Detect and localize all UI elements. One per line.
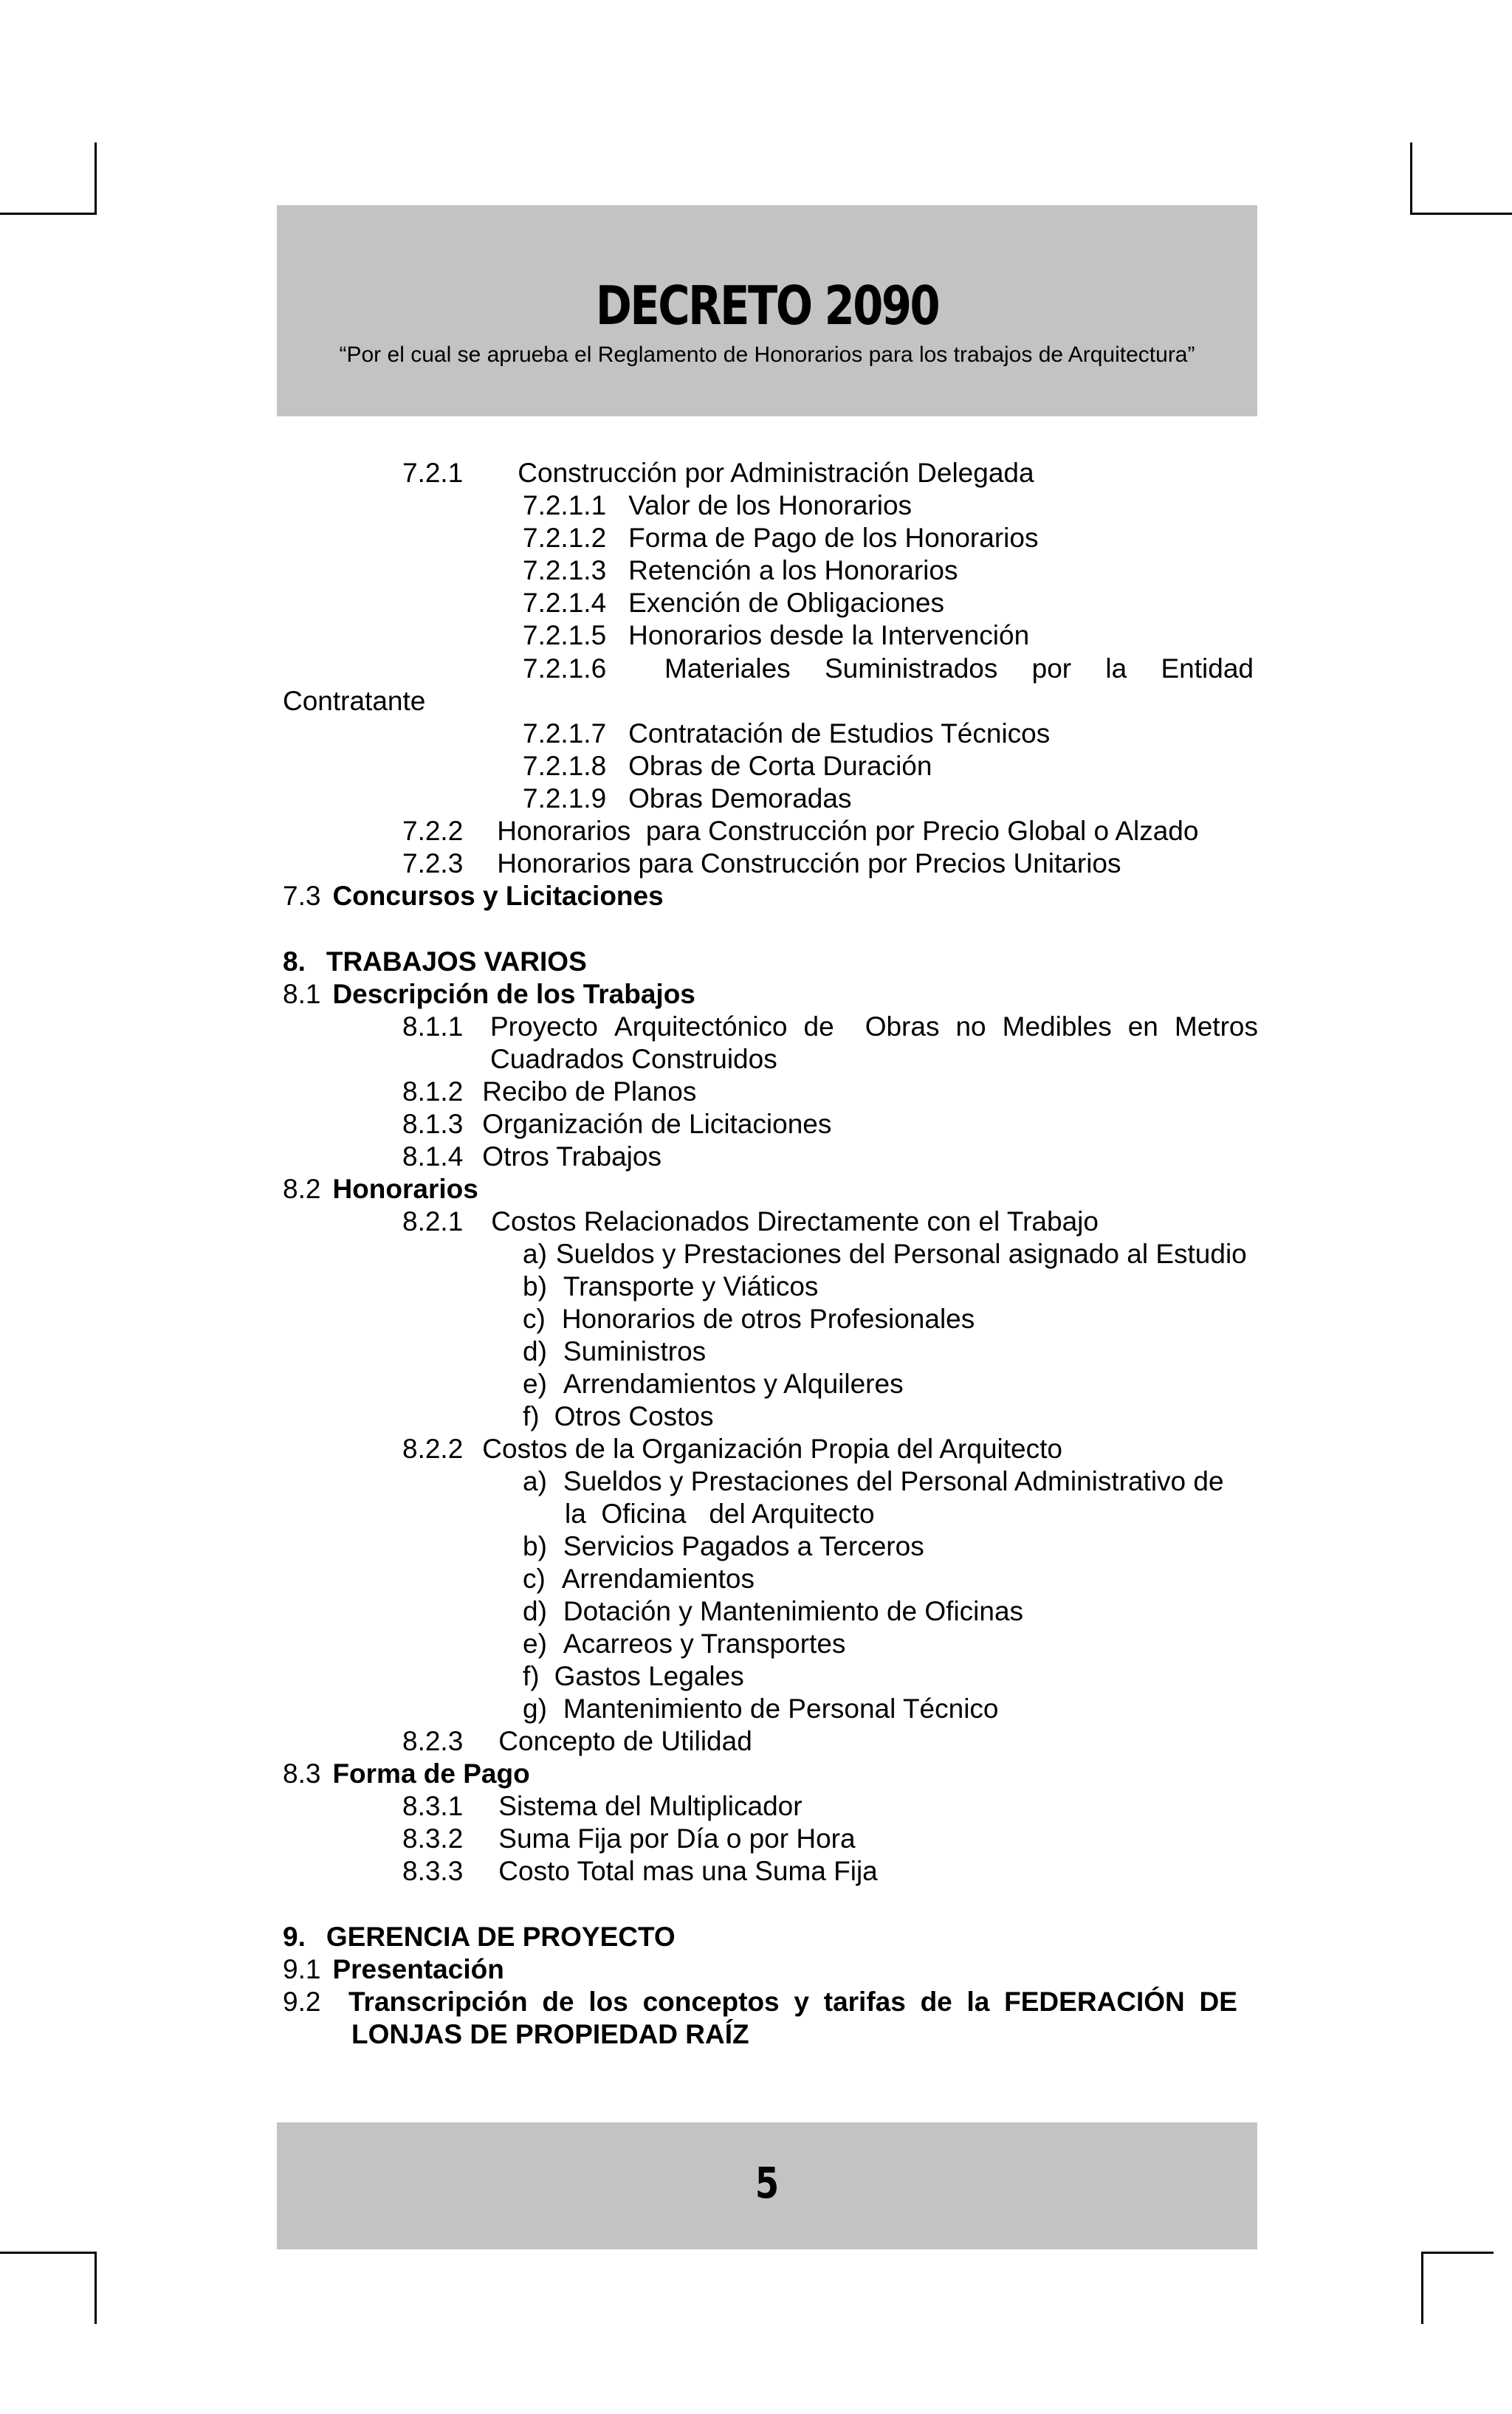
toc-entry-8-2-1-c: [523, 1305, 975, 1332]
toc-number: d): [523, 1596, 547, 1626]
toc-number: 8.3.3: [402, 1856, 464, 1886]
toc-word: Arquitectónico: [614, 1011, 788, 1042]
toc-entry-8-3-1: [402, 1792, 803, 1820]
toc-entry-9-2-continuation: LONJAS DE PROPIEDAD RAÍZ: [351, 2019, 749, 2049]
toc-number: 8.2.3: [402, 1726, 464, 1756]
toc-number: 8.3.2: [402, 1823, 464, 1854]
toc-number: 8.2: [283, 1174, 321, 1204]
toc-entry-8-2-3: [402, 1727, 752, 1755]
toc-text: Sistema del Multiplicador: [498, 1791, 803, 1821]
toc-number: f): [523, 1401, 540, 1431]
toc-entry-7-3: [283, 882, 664, 909]
toc-text: Costos de la Organización Propia del Arquitecto: [482, 1434, 1062, 1464]
toc-number: 8.2.2: [402, 1434, 464, 1464]
toc-text: Presentación: [332, 1954, 504, 1984]
toc-entry-7-2-1-3: [523, 557, 958, 584]
toc-entry-9-2: [348, 1988, 1237, 2015]
toc-word: Medibles: [1002, 1011, 1112, 1042]
toc-word: conceptos: [642, 1987, 780, 2017]
toc-entry-7-2-1-6: [664, 655, 1254, 682]
toc-number: 7.2.1.2: [523, 523, 607, 553]
toc-number: 7.2.3: [402, 848, 464, 878]
toc-text: Dotación y Mantenimiento de Oficinas: [563, 1596, 1024, 1626]
toc-text: Honorarios desde la Intervención: [628, 620, 1030, 650]
toc-word: Materiales: [664, 653, 791, 684]
toc-entry-8-1-4: [402, 1143, 662, 1170]
toc-text: Arrendamientos: [561, 1564, 755, 1594]
toc-number: e): [523, 1629, 547, 1659]
toc-number: 7.2.1: [402, 458, 464, 488]
toc-number: a): [523, 1239, 547, 1269]
toc-entry-8-3-3: [402, 1857, 878, 1885]
toc-entry-8-1-1: [490, 1013, 1258, 1040]
toc-text: Sueldos y Prestaciones del Personal Administrativo de: [563, 1466, 1224, 1496]
toc-entry-7-2-1-9: [523, 785, 851, 812]
toc-word: en: [1127, 1011, 1158, 1042]
crop-mark-top-right-h: [1410, 213, 1512, 215]
toc-text: TRABAJOS VARIOS: [326, 946, 587, 977]
toc-word: de: [803, 1011, 834, 1042]
toc-number: 7.2.1.5: [523, 620, 607, 650]
toc-number: b): [523, 1271, 547, 1301]
toc-word: Obras: [865, 1011, 940, 1042]
toc-entry-8-2-2-b: [523, 1533, 924, 1560]
toc-text: Sueldos y Prestaciones del Personal asignado al Estudio: [555, 1239, 1247, 1269]
toc-text: Forma de Pago: [332, 1758, 530, 1789]
toc-entry-7-2-1-2: [523, 524, 1038, 551]
toc-entry-7-2-1-1: [523, 492, 912, 519]
toc-entry-7-2-1-7: [523, 720, 1050, 747]
toc-entry-8-2-2-f: [523, 1662, 744, 1690]
toc-entry-8-1: [283, 980, 695, 1008]
toc-entry-8-2: [283, 1175, 478, 1203]
toc-word: Entidad: [1161, 653, 1254, 684]
toc-text: GERENCIA DE PROYECTO: [326, 1922, 676, 1952]
toc-text: Honorarios para Construcción por Precios Unitarios: [497, 848, 1121, 878]
toc-word: Proyecto: [490, 1011, 599, 1042]
toc-entry-7-2-2: [402, 817, 1198, 845]
toc-entry-8-2-1: [402, 1208, 1099, 1235]
toc-text: Suma Fija por Día o por Hora: [498, 1823, 856, 1854]
toc-text: Obras de Corta Duración: [628, 751, 932, 781]
toc-word: FEDERACIÓN: [1004, 1987, 1185, 2017]
toc-entry-8-2-2-a-continuation: la Oficina del Arquitecto: [565, 1499, 875, 1529]
toc-number-9-2: 9.2: [283, 1987, 321, 2017]
section-heading-9: [283, 1923, 676, 1950]
toc-text: Arrendamientos y Alquileres: [563, 1369, 904, 1399]
toc-entry-8-1-3: [402, 1110, 831, 1138]
crop-mark-top-left-v: [94, 142, 97, 215]
toc-text: Concepto de Utilidad: [498, 1726, 752, 1756]
toc-entry-8-2-2-e: [523, 1630, 845, 1657]
toc-text: Costo Total mas una Suma Fija: [498, 1856, 878, 1886]
crop-mark-bottom-right-v: [1421, 2252, 1423, 2324]
toc-number: 7.2.1.3: [523, 555, 607, 585]
toc-text: Honorarios: [332, 1174, 478, 1204]
document-subtitle: “Por el cual se aprueba el Reglamento de Honorarios para los trabajos de Arquitectura”: [339, 343, 1195, 367]
toc-word: la: [966, 1987, 990, 2017]
toc-text: Suministros: [563, 1336, 707, 1366]
toc-number: c): [523, 1304, 546, 1334]
toc-word: los: [588, 1987, 628, 2017]
toc-number: 8.1: [283, 979, 321, 1009]
toc-text: Acarreos y Transportes: [563, 1629, 846, 1659]
toc-text: Honorarios de otros Profesionales: [561, 1304, 975, 1334]
page-number: 5: [755, 2158, 780, 2208]
crop-mark-top-left-h: [0, 213, 97, 215]
toc-number: 8.: [283, 946, 306, 977]
toc-text: Construcción por Administración Delegada: [518, 458, 1034, 488]
toc-number: 7.2.1.1: [523, 490, 607, 520]
toc-word: tarifas: [823, 1987, 906, 2017]
toc-number: 8.1.3: [402, 1109, 464, 1139]
toc-number: g): [523, 1693, 547, 1724]
toc-number: 8.2.1: [402, 1206, 464, 1237]
toc-text: Transporte y Viáticos: [563, 1271, 819, 1301]
toc-text: Retención a los Honorarios: [628, 555, 958, 585]
toc-entry-7-2-3: [402, 850, 1121, 877]
toc-word: Suministrados: [824, 653, 998, 684]
toc-text: Mantenimiento de Personal Técnico: [563, 1693, 999, 1724]
toc-number: f): [523, 1661, 540, 1691]
toc-number: e): [523, 1369, 547, 1399]
header-band: [277, 205, 1257, 416]
toc-number: 7.2.2: [402, 816, 464, 846]
toc-text: Forma de Pago de los Honorarios: [628, 523, 1039, 553]
toc-text: Descripción de los Trabajos: [332, 979, 695, 1009]
toc-word: Transcripción: [348, 1987, 528, 2017]
toc-number: 7.2.1.7: [523, 718, 607, 749]
toc-word: Metros: [1174, 1011, 1258, 1042]
toc-number: 7.2.1.8: [523, 751, 607, 781]
crop-mark-bottom-left-h: [0, 2252, 97, 2254]
toc-entry-8-3-2: [402, 1825, 856, 1852]
toc-number: d): [523, 1336, 547, 1366]
toc-entry-8-2-1-f: [523, 1403, 714, 1430]
toc-entry-9-1: [283, 1956, 504, 1983]
toc-number: a): [523, 1466, 547, 1496]
toc-entry-8-2-2-g: [523, 1695, 999, 1722]
toc-word: no: [955, 1011, 986, 1042]
toc-text: Concursos y Licitaciones: [332, 881, 664, 911]
toc-entry-7-2-1-8: [523, 752, 932, 780]
toc-text: Honorarios para Construcción por Precio Global o Alzado: [497, 816, 1199, 846]
toc-entry-7-2-1-5: [523, 622, 1029, 649]
crop-mark-bottom-left-v: [94, 2252, 97, 2324]
toc-number: 7.3: [283, 881, 321, 911]
toc-word: por: [1031, 653, 1072, 684]
toc-entry-8-2-2-c: [523, 1565, 755, 1592]
toc-number: 9.1: [283, 1954, 321, 1984]
toc-entry-7-2-1-4: [523, 589, 944, 616]
toc-number: 9.: [283, 1922, 306, 1952]
toc-number: 7.2.1.9: [523, 783, 607, 814]
section-heading-8: [283, 948, 587, 975]
toc-word: de: [920, 1987, 952, 2017]
toc-text: Gastos Legales: [554, 1661, 744, 1691]
toc-word: de: [542, 1987, 574, 2017]
crop-mark-top-right-v: [1410, 142, 1412, 215]
toc-text: Otros Trabajos: [482, 1141, 662, 1172]
toc-text: Contratación de Estudios Técnicos: [628, 718, 1051, 749]
toc-entry-8-3: [283, 1760, 530, 1787]
toc-number-7-2-1-6: 7.2.1.6: [523, 653, 607, 684]
toc-entry-7-2-1-6-continuation: Contratante: [283, 686, 426, 716]
toc-entry-8-2-1-e: [523, 1370, 904, 1397]
toc-text: Obras Demoradas: [628, 783, 852, 814]
toc-word: y: [794, 1987, 809, 2017]
toc-word: la: [1105, 653, 1127, 684]
toc-number-8-1-1: 8.1.1: [402, 1011, 464, 1042]
toc-number: 7.2.1.4: [523, 588, 607, 618]
toc-word: DE: [1199, 1987, 1237, 2017]
toc-entry-8-2-2: [402, 1435, 1062, 1462]
toc-number: 8.1.4: [402, 1141, 464, 1172]
document-title: DECRETO 2090: [595, 275, 939, 337]
toc-entry-7-2-1: [402, 459, 1034, 486]
toc-entry-8-2-2-a: [523, 1468, 1224, 1495]
toc-number: 8.3: [283, 1758, 321, 1789]
toc-entry-8-1-2: [402, 1078, 696, 1105]
toc-text: Costos Relacionados Directamente con el Trabajo: [491, 1206, 1099, 1237]
footer-band: [277, 2122, 1257, 2249]
toc-number: c): [523, 1564, 546, 1594]
toc-text: Recibo de Planos: [482, 1076, 697, 1107]
toc-entry-8-1-1-continuation: Cuadrados Construidos: [490, 1044, 777, 1074]
toc-entry-8-2-1-a: [523, 1240, 1247, 1268]
toc-entry-8-2-2-d: [523, 1598, 1023, 1625]
toc-number: 8.3.1: [402, 1791, 464, 1821]
toc-text: Exención de Obligaciones: [628, 588, 944, 618]
toc-text: Otros Costos: [554, 1401, 714, 1431]
toc-text: Organización de Licitaciones: [482, 1109, 832, 1139]
crop-mark-bottom-right-h: [1421, 2252, 1494, 2254]
toc-entry-8-2-1-d: [523, 1338, 706, 1365]
toc-text: Servicios Pagados a Terceros: [563, 1531, 924, 1561]
toc-text: Valor de los Honorarios: [628, 490, 913, 520]
toc-number: b): [523, 1531, 547, 1561]
toc-entry-8-2-1-b: [523, 1273, 818, 1300]
toc-number: 8.1.2: [402, 1076, 464, 1107]
